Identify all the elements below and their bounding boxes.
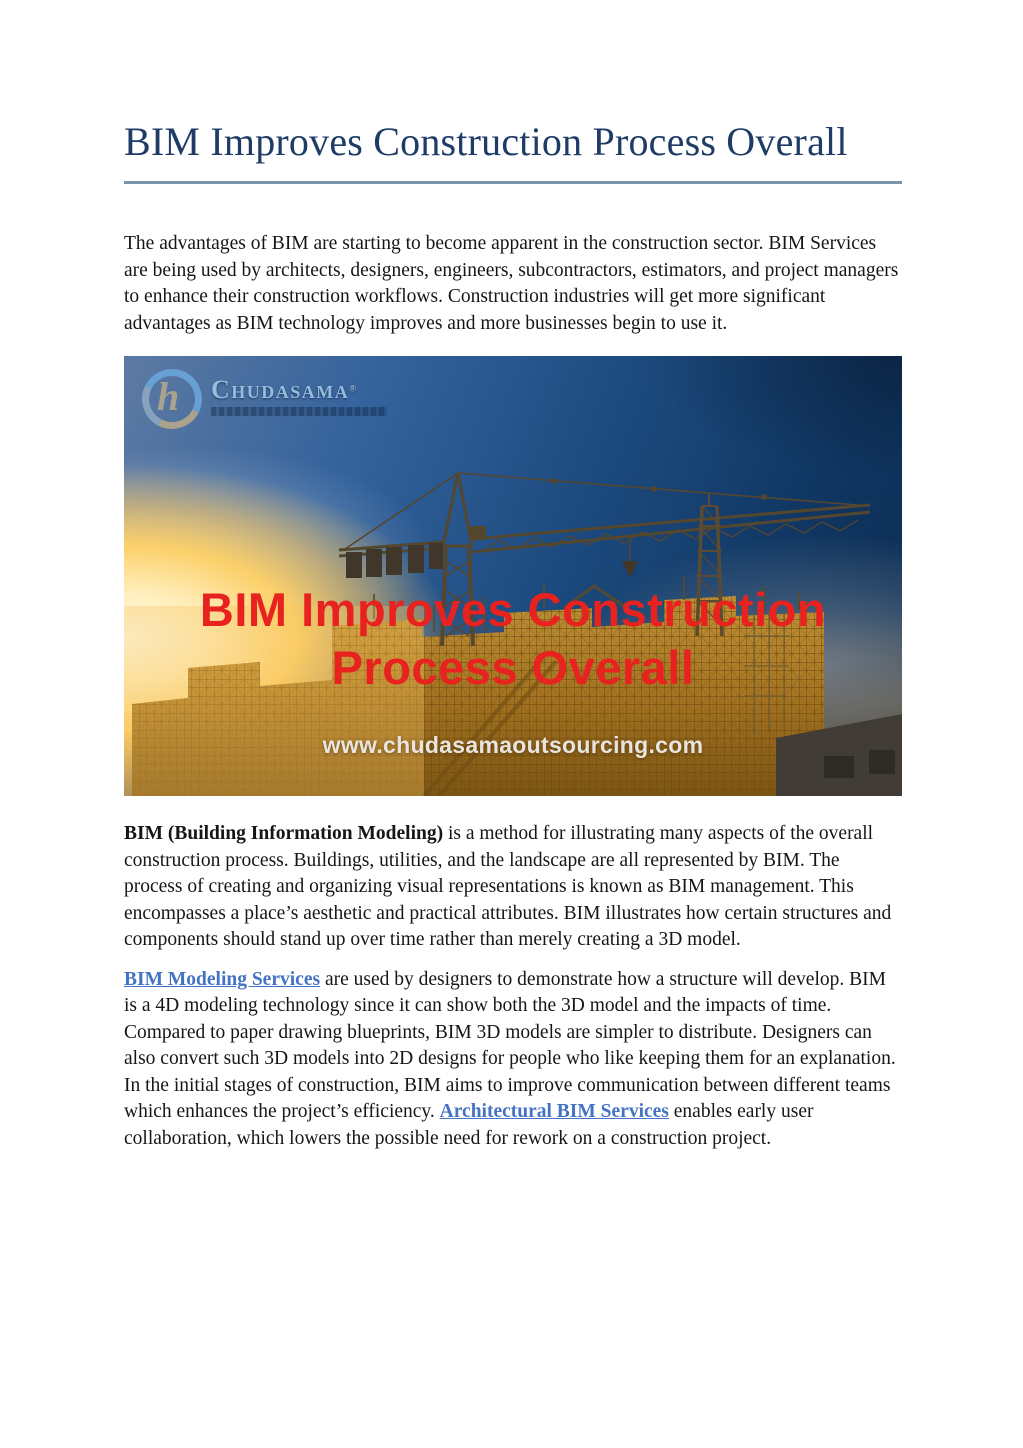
intro-paragraph: The advantages of BIM are starting to become apparent in the construction sector. BIM Services are being used by architects, designers, engineers, subcontractors, estimators, and project managers to enhance their construction workflows. Construction industries will get more significant advantages as BIM technology improves and more businesses begin to use it.: [124, 233, 899, 334]
bim-modeling-services-link[interactable]: BIM Modeling Services: [124, 968, 321, 990]
hero-overlay-title: [124, 581, 902, 697]
hero-overlay-line2: Process Overall: [331, 641, 695, 694]
logo-wordmark: [211, 369, 387, 416]
hero-overlay-line1: BIM Improves Construction: [199, 583, 827, 636]
dark-building-window: [824, 756, 854, 778]
logo-tagline-bar: [211, 407, 387, 416]
chudasama-logo: [142, 369, 387, 429]
crane-cab: [470, 526, 486, 540]
hero-image: [124, 356, 902, 796]
brand-name: CHUDASAMA®: [211, 375, 358, 404]
paragraph-bim-definition: [124, 821, 902, 954]
page-title: BIM Improves Construction Process Overall: [124, 119, 848, 164]
architectural-bim-services-link[interactable]: Architectural BIM Services: [439, 1101, 669, 1122]
registered-mark: ®: [349, 383, 358, 394]
paragraph-text: are used by designers to demonstrate how a structure will develop. BIM is a 4D modeling technology since it can show both the 3D model and the impacts of time. Compared to paper drawing blueprints, BIM 3D models are simpler to distribute. Designers can also convert such 3D models into 2D designs for people who like keeping them for an explanation. In the initial stages of construction, BIM aims to improve communication between different teams which enhances the project’s efficiency.: [124, 968, 896, 1122]
paragraph-text: is a method for illustrating many aspects of the overall construction process. Buildings, utilities, and the landscape are all represented by BIM. The process of creating and organizing visual representations is known as BIM management. This encompasses a place’s aesthetic and practical attributes. BIM illustrates how certain structures and components should stand up over time rather than merely creating a 3D model.: [124, 823, 892, 950]
paragraph-bim-modeling: [124, 967, 902, 1153]
bold-lead-text: BIM (Building Information Modeling): [124, 823, 444, 844]
paragraph-text: enables early user collaboration, which lowers the possible need for rework on a construction project.: [124, 1101, 814, 1149]
website-url: www.chudasamaoutsourcing.com: [322, 732, 704, 758]
title-divider: [124, 181, 902, 184]
logo-letter: h: [157, 374, 180, 420]
chudasama-logo-icon: [134, 361, 210, 437]
